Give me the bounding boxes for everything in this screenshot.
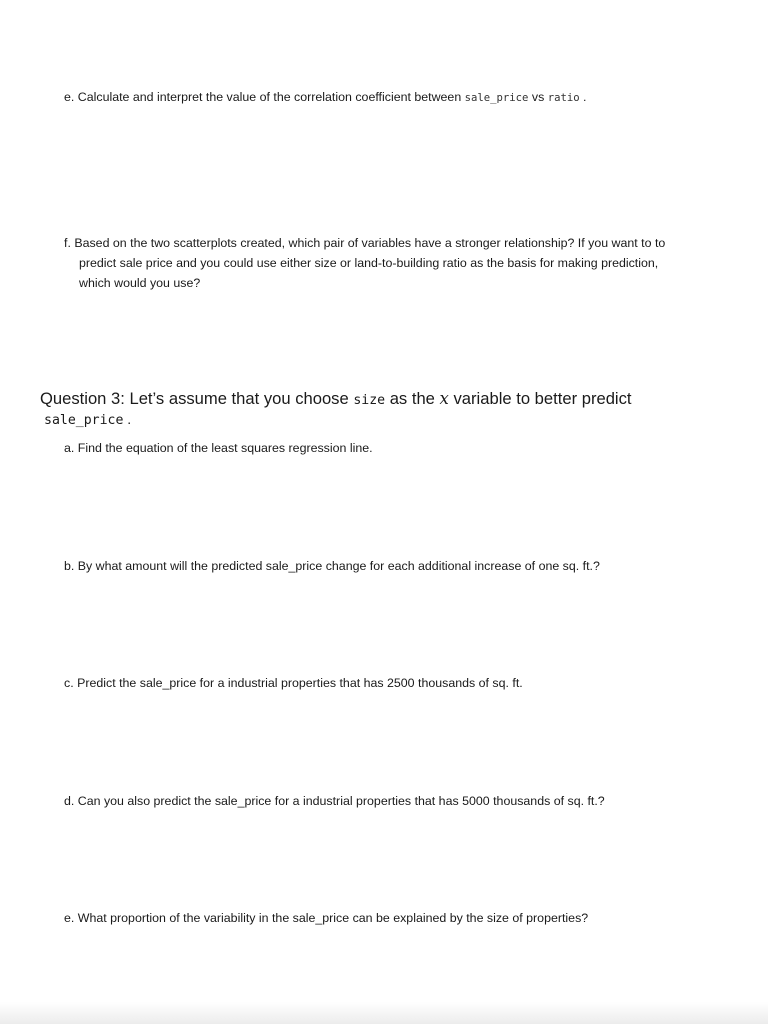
code-sale-price-heading: sale_price bbox=[44, 413, 124, 428]
question-3-heading-line-2 bbox=[44, 409, 131, 431]
vs-text: vs bbox=[528, 90, 548, 104]
question-2e-prompt: e. Calculate and interpret the value of the correlation coefficient between bbox=[64, 90, 465, 104]
page-bottom-shadow bbox=[0, 1002, 768, 1024]
question-3d: d. Can you also predict the sale_price for a industrial properties that has 5000 thousands of sq. ft.? bbox=[64, 794, 605, 808]
question-3-end: . bbox=[123, 411, 132, 427]
question-2f-line-2: predict sale price and you could use either size or land-to-building ratio as the basis for making prediction, bbox=[79, 256, 659, 270]
question-3a: a. Find the equation of the least squares regression line. bbox=[64, 441, 373, 455]
question-3-heading-line-1 bbox=[40, 389, 632, 411]
question-2f-line-1: f. Based on the two scatterplots created, which pair of variables have a stronger relationship? If you want to to bbox=[64, 236, 666, 250]
question-2e-text bbox=[64, 87, 587, 108]
code-sale-price: sale_price bbox=[464, 92, 529, 104]
question-3-prefix: Question 3: Let’s assume that you choose bbox=[40, 389, 354, 408]
code-size: size bbox=[353, 393, 386, 408]
question-2f-line-3: which would you use? bbox=[79, 276, 201, 290]
question-3c: c. Predict the sale_price for a industrial properties that has 2500 thousands of sq. ft. bbox=[64, 676, 523, 690]
x-variable: x bbox=[439, 389, 449, 408]
period: . bbox=[579, 90, 587, 104]
question-3e: e. What proportion of the variability in the sale_price can be explained by the size of properties? bbox=[64, 911, 589, 925]
question-3-suffix: variable to better predict bbox=[448, 389, 632, 408]
question-3-middle: as the bbox=[385, 389, 440, 408]
code-ratio: ratio bbox=[547, 92, 580, 104]
question-3b: b. By what amount will the predicted sale_price change for each additional increase of one sq. ft.? bbox=[64, 559, 600, 573]
